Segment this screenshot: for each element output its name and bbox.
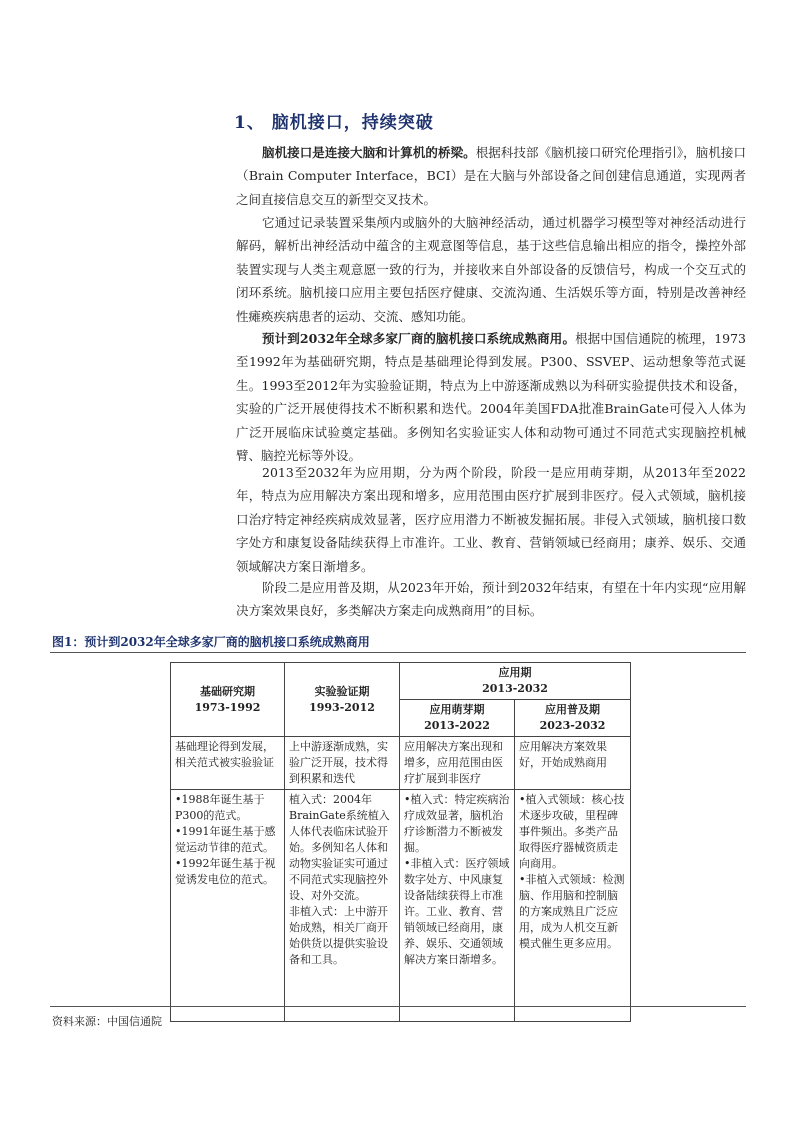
bci-timeline-table <box>170 662 631 1022</box>
cell-line: 植入式：2004年BrainGate系统植入人体代表临床试验开始。多例知名人体和动物实验证实可通过不同范式实现脑控外设、对外交流。 <box>289 793 390 902</box>
cell-line: •1992年诞生基于视觉诱发电位的范式。 <box>175 857 276 886</box>
paragraph-lead-bold: 预计到2032年全球多家厂商的脑机接口系统成熟商用。 <box>262 331 576 346</box>
header-years: 1973-1992 <box>194 700 261 714</box>
table-cell <box>171 790 285 1022</box>
header-label: 实验验证期 <box>314 684 370 698</box>
cell-line: 非植入式：上中游开始成熟，相关厂商开始供货以提供实验设备和工具。 <box>289 905 388 966</box>
table-cell: 应用解决方案出现和增多，应用范围由医疗扩展到非医疗 <box>400 737 515 790</box>
table-cell <box>400 790 515 1022</box>
table-cell <box>515 790 631 1022</box>
header-label: 应用期 <box>498 666 532 679</box>
table-cell: 上中游逐渐成熟，实验广泛开展，技术得到积累和迭代 <box>285 737 400 790</box>
paragraph-lead-bold: 脑机接口是连接大脑和计算机的桥梁。 <box>262 145 476 160</box>
paragraph-application-stage-two: 阶段二是应用普及期，从2023年开始，预计到2032年结束，有望在十年内实现“应用解决方案效果良好，多类解决方案走向成熟商用”的目标。 <box>236 580 746 619</box>
figure-bottom-rule <box>50 1006 746 1007</box>
table-cell <box>285 790 400 1022</box>
table-row-details <box>171 790 631 1022</box>
paragraph-body: 根据中国信通院的梳理，1973至1992年为基础研究期，特点是基础理论得到发展。P300、SSVEP、运动想象等范式诞生。1993至2012年为实验验证期，特点为上中游逐渐成熟以为科研实验提供技术和设备，实验的广泛开展使得技术不断积累和迭代。2004年美国FDA批准BrainGate可侵入人体为广泛开展临床试验奠定基础。多例知名实验证实人体和动物可通过不同范式实现脑控机械臂、脑控光标等外设。 <box>236 331 747 464</box>
header-label: 应用萌芽期 <box>429 703 485 716</box>
header-application-period <box>400 663 631 700</box>
cell-line: •植入式：特定疾病治疗成效显著，脑机治疗诊断潜力不断被发掘。 <box>404 793 510 854</box>
cell-line: •1988年诞生基于P300的范式。 <box>175 793 265 822</box>
cell-line: •非植入式：医疗领域数字处方、中风康复设备陆续获得上市准许。工业、教育、营销领域已经商用，康养、娱乐、交通领域解决方案日渐增多。 <box>404 857 510 966</box>
header-application-popularization <box>515 700 631 737</box>
header-years: 2013-2022 <box>424 719 490 732</box>
header-years: 1993-2012 <box>309 700 375 714</box>
paragraph-application-stage-one: 2013至2032年为应用期，分为两个阶段，阶段一是应用萌芽期，从2013年至2022年，特点为应用解决方案出现和增多，应用范围由医疗扩展到非医疗。侵入式领域，脑机接口治疗特定神经疾病成效显著，医疗应用潜力不断被发掘拓展。非侵入式领域，脑机接口数字处方和康复设备陆续获得上市准许。工业、教育、营销领域已经商用；康养、娱乐、交通领域解决方案日渐增多。 <box>236 465 746 574</box>
figure-title: 图1：预计到2032年全球多家厂商的脑机接口系统成熟商用 <box>52 635 370 649</box>
paragraph-body: 根据科技部《脑机接口研究伦理指引》，脑机接口（Brain Computer Interface，BCI）是在大脑与外部设备之间创建信息通道，实现两者之间直接信息交互的新型交叉技术。 <box>236 145 746 207</box>
paragraph-mechanism: 它通过记录装置采集颅内或脑外的大脑神经活动，通过机器学习模型等对神经活动进行解码，解析出神经活动中蕴含的主观意图等信息，基于这些信息输出相应的指令，操控外部装置实现与人类主观意愿一致的行为，并接收来自外部设备的反馈信号，构成一个交互式的闭环系统。脑机接口应用主要包括医疗健康、交流沟通、生活娱乐等方面，特别是改善神经性瘫痪疾病患者的运动、交流、感知功能。 <box>236 215 746 324</box>
cell-line: •非植入式领域：检测脑、作用脑和控制脑的方案成熟且广泛应用，成为人机交互新模式催生更多应用。 <box>519 873 625 950</box>
paragraph-timeline <box>236 327 746 467</box>
figure-source: 资料来源：中国信通院 <box>52 1015 162 1028</box>
cell-line: •1991年诞生基于感觉运动节律的范式。 <box>175 825 276 854</box>
header-years: 2023-2032 <box>539 719 606 732</box>
table-cell: 基础理论得到发展，相关范式被实验验证 <box>171 737 285 790</box>
paragraph-definition <box>236 141 746 211</box>
table-cell: 应用解决方案效果好，开始成熟商用 <box>515 737 631 790</box>
section-title: 1、 脑机接口，持续突破 <box>234 113 434 133</box>
table-row-characteristics <box>171 737 631 790</box>
cell-line: •植入式领域：核心技术逐步攻破，里程碑事件频出。多类产品取得医疗器械资质走向商用。 <box>519 793 625 870</box>
header-years: 2013-2032 <box>482 682 548 695</box>
header-experimental-validation <box>285 663 400 737</box>
header-application-sprout <box>400 700 515 737</box>
header-label: 基础研究期 <box>200 684 255 698</box>
header-basic-research <box>171 663 285 737</box>
figure-top-rule <box>50 652 746 653</box>
header-label: 应用普及期 <box>545 703 600 716</box>
